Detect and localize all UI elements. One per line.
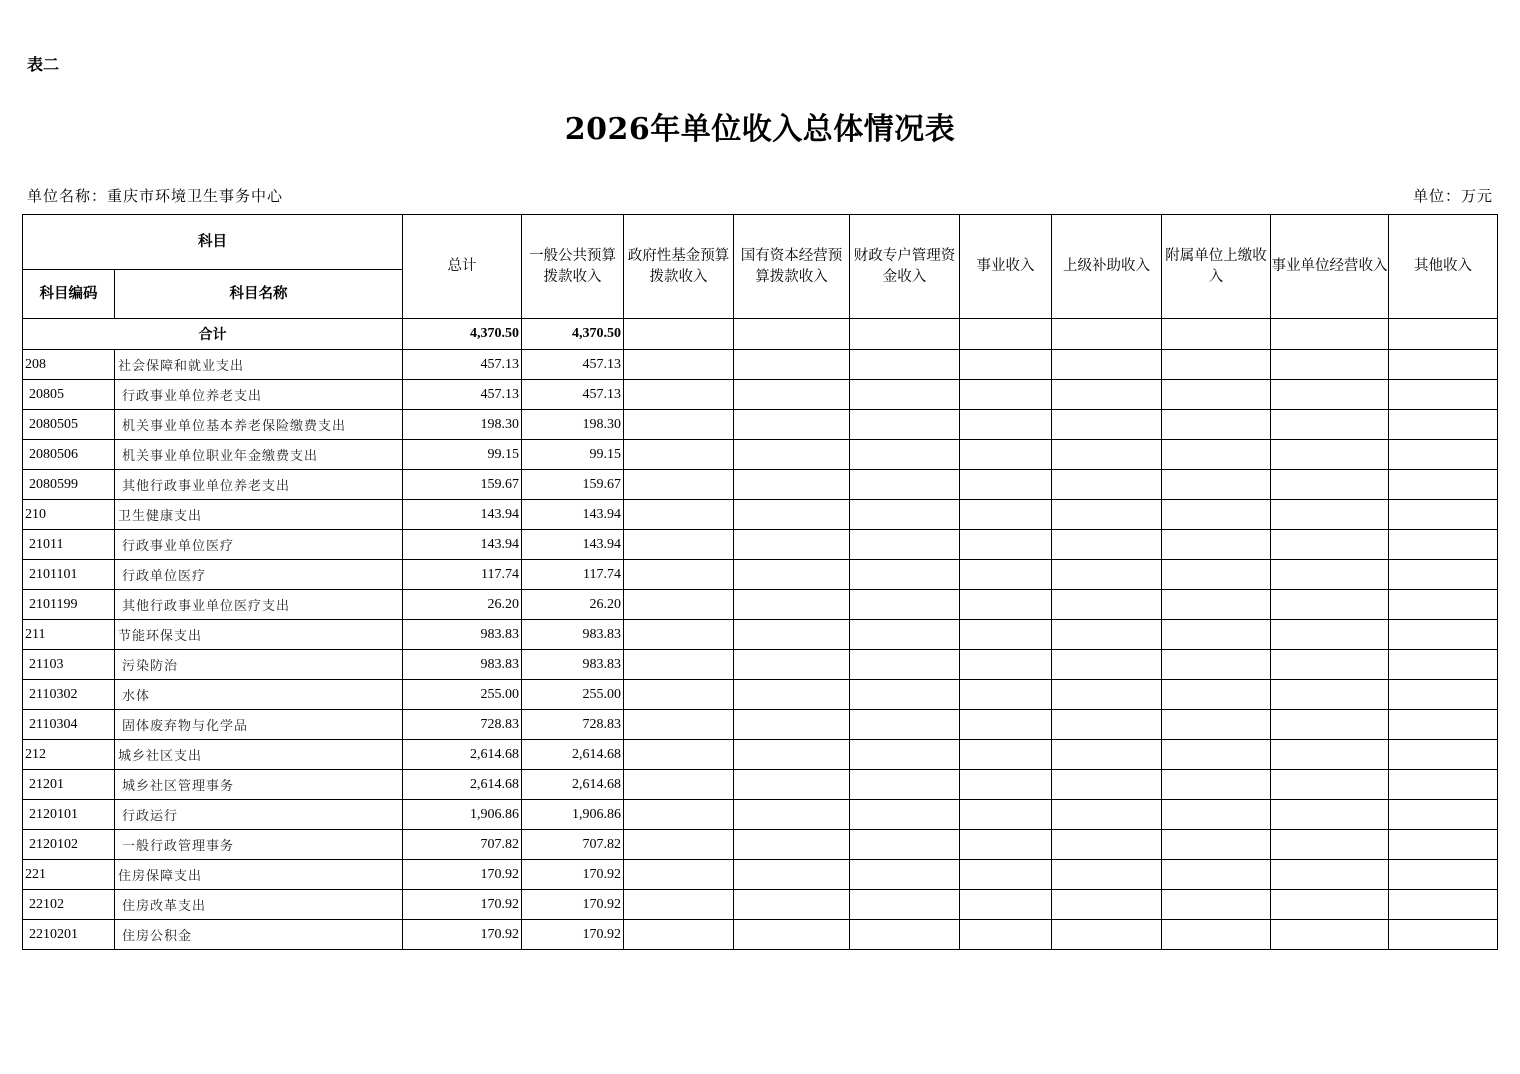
unit-name: 单位名称：重庆市环境卫生事务中心	[27, 187, 284, 205]
subject-name: 节能环保支出	[115, 620, 403, 650]
empty-cell	[1389, 410, 1498, 440]
row-general-budget: 198.30	[522, 410, 624, 440]
empty-cell	[1052, 800, 1162, 830]
empty-cell	[734, 350, 850, 380]
table-row	[23, 620, 1498, 650]
header-other: 其他收入	[1389, 215, 1498, 319]
empty-cell	[1271, 920, 1389, 950]
empty-cell	[960, 710, 1052, 740]
empty-cell	[960, 680, 1052, 710]
row-total: 728.83	[403, 710, 522, 740]
empty-cell	[1389, 530, 1498, 560]
header-state-capital: 国有资本经营预算拨款收入	[734, 215, 850, 319]
empty-cell	[960, 890, 1052, 920]
empty-cell	[1389, 830, 1498, 860]
empty-cell	[1162, 500, 1271, 530]
empty-cell	[1271, 500, 1389, 530]
empty-cell	[1271, 770, 1389, 800]
empty-cell	[850, 920, 960, 950]
subject-code: 2120101	[23, 800, 115, 830]
unit-label: 单位：万元	[1412, 187, 1493, 205]
empty-cell	[960, 470, 1052, 500]
row-general-budget: 143.94	[522, 530, 624, 560]
empty-cell	[960, 620, 1052, 650]
row-total: 170.92	[403, 890, 522, 920]
empty-cell	[1389, 590, 1498, 620]
subject-name: 污染防治	[115, 650, 403, 680]
empty-cell	[1162, 800, 1271, 830]
empty-cell	[734, 410, 850, 440]
empty-cell	[1271, 350, 1389, 380]
empty-cell	[1052, 380, 1162, 410]
empty-cell	[1271, 530, 1389, 560]
empty-cell	[734, 920, 850, 950]
empty-cell	[624, 350, 734, 380]
row-general-budget: 707.82	[522, 830, 624, 860]
table-row	[23, 740, 1498, 770]
empty-cell	[624, 530, 734, 560]
subject-name: 水体	[115, 680, 403, 710]
empty-cell	[1162, 530, 1271, 560]
empty-cell	[1271, 380, 1389, 410]
empty-cell	[1162, 590, 1271, 620]
empty-cell	[1162, 680, 1271, 710]
empty-cell	[734, 680, 850, 710]
subject-name: 行政事业单位养老支出	[115, 380, 403, 410]
empty-cell	[734, 530, 850, 560]
empty-cell	[1271, 830, 1389, 860]
header-total: 总计	[403, 215, 522, 319]
empty-cell	[960, 440, 1052, 470]
empty-cell	[1052, 710, 1162, 740]
empty-cell	[1162, 770, 1271, 800]
empty-cell	[624, 710, 734, 740]
total-row	[23, 319, 1498, 350]
empty-cell	[960, 350, 1052, 380]
empty-cell	[1271, 410, 1389, 440]
empty-cell	[1052, 620, 1162, 650]
empty-cell	[850, 860, 960, 890]
subject-name: 固体废弃物与化学品	[115, 710, 403, 740]
empty-cell	[624, 800, 734, 830]
subject-code: 2110304	[23, 710, 115, 740]
empty-cell	[734, 860, 850, 890]
empty-cell	[624, 380, 734, 410]
empty-cell	[1389, 620, 1498, 650]
empty-cell	[624, 890, 734, 920]
empty-cell	[1271, 860, 1389, 890]
row-general-budget: 170.92	[522, 920, 624, 950]
empty-cell	[1162, 410, 1271, 440]
empty-cell	[624, 410, 734, 440]
empty-cell	[960, 920, 1052, 950]
empty-cell	[734, 620, 850, 650]
table-row	[23, 410, 1498, 440]
subject-name: 机关事业单位基本养老保险缴费支出	[115, 410, 403, 440]
empty-cell	[1271, 890, 1389, 920]
table-row	[23, 710, 1498, 740]
row-general-budget: 2,614.68	[522, 740, 624, 770]
row-general-budget: 170.92	[522, 860, 624, 890]
empty-cell	[1162, 470, 1271, 500]
table-row	[23, 500, 1498, 530]
subject-name: 一般行政管理事务	[115, 830, 403, 860]
table-row	[23, 380, 1498, 410]
empty-cell	[1162, 620, 1271, 650]
empty-cell	[1162, 380, 1271, 410]
subject-name: 行政运行	[115, 800, 403, 830]
empty-cell	[1052, 740, 1162, 770]
empty-cell	[1271, 680, 1389, 710]
empty-cell	[1162, 650, 1271, 680]
empty-cell	[960, 830, 1052, 860]
subject-name: 行政单位医疗	[115, 560, 403, 590]
subject-name: 城乡社区支出	[115, 740, 403, 770]
header-affiliated: 附属单位上缴收入	[1162, 215, 1271, 319]
empty-cell	[734, 650, 850, 680]
empty-cell	[1271, 620, 1389, 650]
empty-cell	[1162, 710, 1271, 740]
empty-cell	[1389, 380, 1498, 410]
table-tag: 表二	[27, 55, 60, 74]
row-general-budget: 983.83	[522, 620, 624, 650]
empty-cell	[1052, 890, 1162, 920]
empty-cell	[1271, 800, 1389, 830]
empty-cell	[1389, 770, 1498, 800]
subject-name: 其他行政事业单位养老支出	[115, 470, 403, 500]
empty-cell	[1052, 440, 1162, 470]
header-general-budget: 一般公共预算拨款收入	[522, 215, 624, 319]
row-general-budget: 255.00	[522, 680, 624, 710]
empty-cell	[1271, 740, 1389, 770]
subject-code: 21103	[23, 650, 115, 680]
empty-cell	[1162, 350, 1271, 380]
empty-cell	[850, 770, 960, 800]
empty-cell	[850, 350, 960, 380]
empty-cell	[850, 680, 960, 710]
empty-cell	[1162, 740, 1271, 770]
empty-cell	[1389, 890, 1498, 920]
header-gov-fund: 政府性基金预算拨款收入	[624, 215, 734, 319]
empty-cell	[1271, 440, 1389, 470]
empty-cell	[624, 470, 734, 500]
empty-cell	[960, 650, 1052, 680]
row-general-budget: 143.94	[522, 500, 624, 530]
empty-cell	[960, 500, 1052, 530]
subject-name: 其他行政事业单位医疗支出	[115, 590, 403, 620]
empty-cell	[734, 770, 850, 800]
empty-cell	[624, 440, 734, 470]
empty-cell	[734, 800, 850, 830]
subject-code: 21011	[23, 530, 115, 560]
row-total: 983.83	[403, 650, 522, 680]
empty-cell	[624, 620, 734, 650]
empty-cell	[624, 560, 734, 590]
row-total: 117.74	[403, 560, 522, 590]
empty-cell	[1389, 470, 1498, 500]
empty-cell	[850, 800, 960, 830]
empty-cell	[624, 680, 734, 710]
empty-cell	[1052, 560, 1162, 590]
row-general-budget: 2,614.68	[522, 770, 624, 800]
row-total: 457.13	[403, 380, 522, 410]
row-general-budget: 983.83	[522, 650, 624, 680]
empty-cell	[734, 560, 850, 590]
subject-code: 2101199	[23, 590, 115, 620]
empty-cell	[1052, 350, 1162, 380]
subject-name: 卫生健康支出	[115, 500, 403, 530]
row-general-budget: 1,906.86	[522, 800, 624, 830]
row-total: 143.94	[403, 530, 522, 560]
empty-cell	[1389, 500, 1498, 530]
empty-cell	[1162, 560, 1271, 590]
empty-cell	[1052, 830, 1162, 860]
page-title: 2026年单位收入总体情况表	[564, 112, 956, 147]
row-general-budget: 170.92	[522, 890, 624, 920]
row-total: 2,614.68	[403, 740, 522, 770]
empty-cell	[734, 830, 850, 860]
row-total: 170.92	[403, 860, 522, 890]
subject-code: 208	[23, 350, 115, 380]
empty-cell	[1162, 440, 1271, 470]
empty-cell	[1271, 650, 1389, 680]
empty-cell	[850, 830, 960, 860]
row-general-budget: 457.13	[522, 350, 624, 380]
subject-code: 21201	[23, 770, 115, 800]
table-row	[23, 890, 1498, 920]
table-row	[23, 800, 1498, 830]
empty-cell	[624, 740, 734, 770]
empty-cell	[734, 710, 850, 740]
subject-code: 2120102	[23, 830, 115, 860]
subject-code: 212	[23, 740, 115, 770]
empty-cell	[1162, 890, 1271, 920]
header-subject-code: 科目编码	[23, 270, 115, 319]
subject-code: 22102	[23, 890, 115, 920]
empty-cell	[960, 770, 1052, 800]
empty-cell	[1389, 920, 1498, 950]
empty-cell	[850, 740, 960, 770]
table-row	[23, 920, 1498, 950]
table-row	[23, 470, 1498, 500]
empty-cell	[1052, 920, 1162, 950]
empty-cell	[850, 620, 960, 650]
empty-cell	[850, 890, 960, 920]
empty-cell	[850, 500, 960, 530]
empty-cell	[624, 920, 734, 950]
empty-cell	[1052, 500, 1162, 530]
row-total: 983.83	[403, 620, 522, 650]
header-subject: 科目	[23, 215, 403, 270]
table-row	[23, 590, 1498, 620]
empty-cell	[960, 410, 1052, 440]
empty-cell	[960, 740, 1052, 770]
empty-cell	[960, 800, 1052, 830]
empty-cell	[624, 770, 734, 800]
empty-cell	[1389, 560, 1498, 590]
empty-cell	[1052, 770, 1162, 800]
empty-cell	[850, 440, 960, 470]
row-general-budget: 457.13	[522, 380, 624, 410]
empty-cell	[1389, 860, 1498, 890]
row-total: 170.92	[403, 920, 522, 950]
empty-cell	[734, 740, 850, 770]
table-row	[23, 770, 1498, 800]
empty-cell	[850, 590, 960, 620]
empty-cell	[1052, 680, 1162, 710]
empty-cell	[1162, 830, 1271, 860]
empty-cell	[850, 710, 960, 740]
row-total: 99.15	[403, 440, 522, 470]
empty-cell	[960, 530, 1052, 560]
empty-cell	[624, 650, 734, 680]
empty-cell	[624, 830, 734, 860]
total-label: 合计	[23, 319, 403, 350]
empty-cell	[1052, 590, 1162, 620]
empty-cell	[850, 560, 960, 590]
header-subject-name: 科目名称	[115, 270, 403, 319]
subject-code: 210	[23, 500, 115, 530]
subject-name: 住房改革支出	[115, 890, 403, 920]
table-row	[23, 350, 1498, 380]
empty-cell	[1389, 650, 1498, 680]
header-superior-subsidy: 上级补助收入	[1052, 215, 1162, 319]
row-total: 143.94	[403, 500, 522, 530]
empty-cell	[1271, 590, 1389, 620]
empty-cell	[734, 440, 850, 470]
subject-name: 社会保障和就业支出	[115, 350, 403, 380]
row-total: 26.20	[403, 590, 522, 620]
empty-cell	[624, 500, 734, 530]
table-row	[23, 830, 1498, 860]
empty-cell	[960, 590, 1052, 620]
empty-cell	[734, 500, 850, 530]
table-row	[23, 560, 1498, 590]
table-row	[23, 530, 1498, 560]
header-business-income: 事业收入	[960, 215, 1052, 319]
income-table	[22, 214, 1498, 950]
table-row	[23, 440, 1498, 470]
subject-code: 2080506	[23, 440, 115, 470]
subject-name: 住房公积金	[115, 920, 403, 950]
row-general-budget: 117.74	[522, 560, 624, 590]
subject-code: 2210201	[23, 920, 115, 950]
row-total: 707.82	[403, 830, 522, 860]
row-general-budget: 728.83	[522, 710, 624, 740]
subject-name: 机关事业单位职业年金缴费支出	[115, 440, 403, 470]
table-row	[23, 680, 1498, 710]
empty-cell	[960, 380, 1052, 410]
empty-cell	[624, 860, 734, 890]
subject-code: 2080505	[23, 410, 115, 440]
empty-cell	[850, 650, 960, 680]
row-total: 255.00	[403, 680, 522, 710]
empty-cell	[1162, 860, 1271, 890]
empty-cell	[1389, 680, 1498, 710]
empty-cell	[1389, 710, 1498, 740]
empty-cell	[850, 530, 960, 560]
empty-cell	[850, 410, 960, 440]
empty-cell	[734, 380, 850, 410]
subject-code: 2110302	[23, 680, 115, 710]
empty-cell	[1389, 740, 1498, 770]
subject-name: 城乡社区管理事务	[115, 770, 403, 800]
total-general-value: 4,370.50	[522, 319, 624, 350]
subject-name: 行政事业单位医疗	[115, 530, 403, 560]
table-row	[23, 860, 1498, 890]
empty-cell	[1271, 560, 1389, 590]
header-special-account: 财政专户管理资金收入	[850, 215, 960, 319]
empty-cell	[1389, 800, 1498, 830]
row-general-budget: 99.15	[522, 440, 624, 470]
empty-cell	[734, 470, 850, 500]
empty-cell	[734, 890, 850, 920]
subject-code: 20805	[23, 380, 115, 410]
row-total: 198.30	[403, 410, 522, 440]
empty-cell	[850, 380, 960, 410]
empty-cell	[1389, 350, 1498, 380]
empty-cell	[1052, 650, 1162, 680]
subject-name: 住房保障支出	[115, 860, 403, 890]
empty-cell	[850, 470, 960, 500]
row-total: 2,614.68	[403, 770, 522, 800]
empty-cell	[1052, 860, 1162, 890]
empty-cell	[734, 590, 850, 620]
empty-cell	[1162, 920, 1271, 950]
row-total: 457.13	[403, 350, 522, 380]
subject-code: 2080599	[23, 470, 115, 500]
empty-cell	[1271, 710, 1389, 740]
empty-cell	[1052, 530, 1162, 560]
empty-cell	[1052, 470, 1162, 500]
total-value: 4,370.50	[403, 319, 522, 350]
empty-cell	[1271, 470, 1389, 500]
table-row	[23, 650, 1498, 680]
row-total: 1,906.86	[403, 800, 522, 830]
empty-cell	[1052, 410, 1162, 440]
empty-cell	[960, 560, 1052, 590]
subject-code: 2101101	[23, 560, 115, 590]
empty-cell	[1389, 440, 1498, 470]
row-general-budget: 159.67	[522, 470, 624, 500]
subject-code: 221	[23, 860, 115, 890]
row-general-budget: 26.20	[522, 590, 624, 620]
header-operating: 事业单位经营收入	[1271, 215, 1389, 319]
row-total: 159.67	[403, 470, 522, 500]
subject-code: 211	[23, 620, 115, 650]
empty-cell	[960, 860, 1052, 890]
empty-cell	[624, 590, 734, 620]
